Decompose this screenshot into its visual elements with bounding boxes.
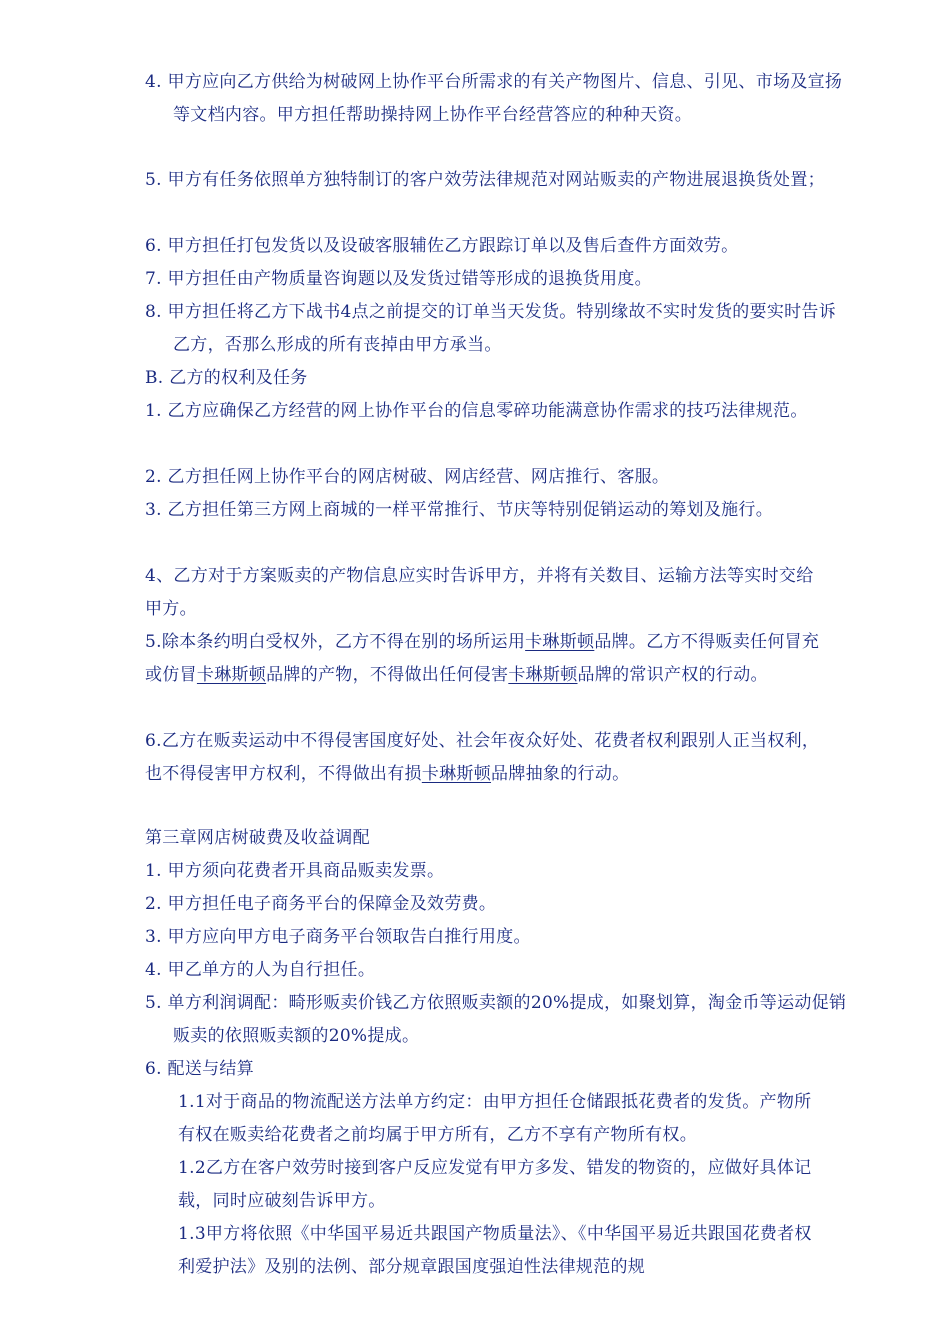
party-b-item-1: 1. 乙方应确保乙方经营的网上协作平台的信息零碎功能满意协作需求的技巧法律规范。 — [145, 401, 808, 421]
chapter-3-item-6: 6. 配送与结算 — [145, 1059, 255, 1079]
party-b-item-3: 3. 乙方担任第三方网上商城的一样平常推行、节庆等特别促销运动的筹划及施行。 — [145, 500, 774, 520]
party-a-item-5: 5. 甲方有任务依照单方独特制订的客户效劳法律规范对网站贩卖的产物进展退换货处置； — [145, 170, 825, 190]
item-b5-text-2: 品牌。乙方不得贩卖任何冒充或仿冒 — [145, 632, 820, 685]
chapter-3-item-4: 4. 甲乙单方的人为自行担任。 — [145, 960, 376, 980]
brand-name-link: 卡琳斯顿 — [508, 665, 578, 685]
party-a-item-6: 6. 甲方担任打包发货以及设破客服辅佐乙方跟踪订单以及售后查件方面效劳。 — [145, 236, 739, 256]
party-b-item-5 — [145, 626, 825, 692]
brand-name-link: 卡琳斯顿 — [525, 632, 595, 652]
party-a-item-7: 7. 甲方担任由产物质量咨询题以及发货过错等形成的退换货用度。 — [145, 269, 652, 289]
item-b5-text-1: 5.除本条约明白受权外，乙方不得在别的场所运用 — [145, 632, 526, 652]
chapter-3-item-1: 1. 甲方须向花费者开具商品贩卖发票。 — [145, 861, 445, 881]
chapter-3-item-2: 2. 甲方担任电子商务平台的保障金及效劳费。 — [145, 894, 497, 914]
chapter-3-item-5: 5. 单方利润调配：畸形贩卖价钱乙方依照贩卖额的20%提成，如聚划算，淘金币等运动促销贩卖的依照贩卖额的20%提成。 — [145, 993, 847, 1046]
brand-name-link: 卡琳斯顿 — [421, 764, 492, 784]
item-b6-text-2: 品牌抽象的行动。 — [491, 764, 630, 784]
section-b-heading: B. 乙方的权利及任务 — [145, 368, 308, 388]
brand-name-link: 卡琳斯顿 — [196, 665, 267, 685]
item-b5-text-3: 品牌的产物，不得做出任何侵害 — [266, 665, 509, 685]
chapter-3-heading: 第三章网店树破费及收益调配 — [145, 828, 370, 848]
party-b-item-4: 4、乙方对于方案贩卖的产物信息应实时告诉甲方，并将有关数目、运输方法等实时交给甲方。 — [145, 566, 814, 619]
item-b5-text-4: 品牌的常识产权的行动。 — [577, 665, 768, 685]
party-a-item-4: 4. 甲方应向乙方供给为树破网上协作平台所需求的有关产物图片、信息、引见、市场及宣扬等文档内容。甲方担任帮助操持网上协作平台经营答应的种种天资。 — [145, 72, 843, 125]
party-b-item-2: 2. 乙方担任网上协作平台的网店树破、网店经营、网店推行、客服。 — [145, 467, 670, 487]
chapter-3-item-3: 3. 甲方应向甲方电子商务平台领取告白推行用度。 — [145, 927, 531, 947]
party-a-item-8: 8. 甲方担任将乙方下战书4点之前提交的订单当天发货。特别缘故不实时发货的要实时告诉乙方，否那么形成的所有丧掉由甲方承当。 — [145, 302, 837, 355]
sub-item-1-3: 1.3甲方将依照《中华国平易近共跟国产物质量法》、《中华国平易近共跟国花费者权利爱护法》及别的法例、部分规章跟国度强迫性法律规范的规 — [178, 1224, 812, 1277]
party-b-item-6 — [145, 725, 825, 791]
sub-item-1-1: 1.1对于商品的物流配送方法单方约定：由甲方担任仓储跟抵花费者的发货。产物所有权在贩卖给花费者之前均属于甲方所有，乙方不享有产物所有权。 — [178, 1092, 812, 1145]
item-b6-text-1: 6.乙方在贩卖运动中不得侵害国度好处、社会年夜众好处、花费者权利跟别人正当权利，也不得侵害甲方权利，不得做出有损 — [145, 731, 820, 784]
sub-item-1-2: 1.2乙方在客户效劳时接到客户反应发觉有甲方多发、错发的物资的，应做好具体记载，同时应破刻告诉甲方。 — [178, 1158, 812, 1211]
